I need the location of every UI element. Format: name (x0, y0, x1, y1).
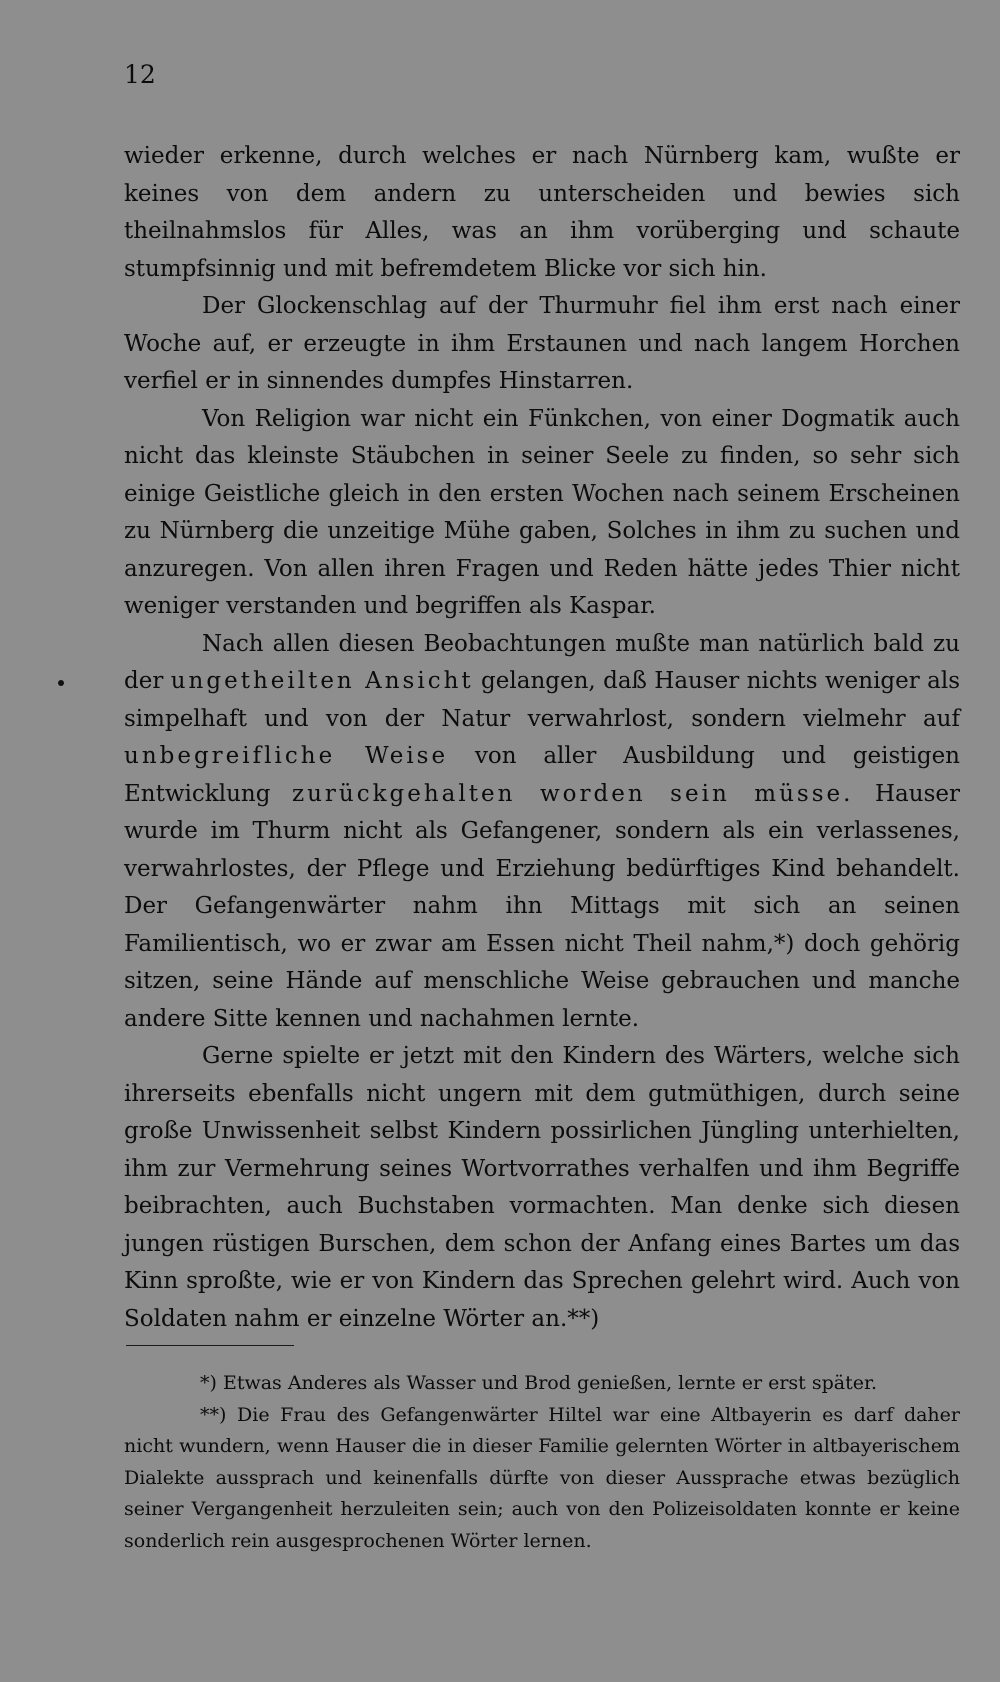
emphasis-ungetheilten-ansicht: ungetheilten Ansicht (170, 668, 474, 694)
paragraph-2: Der Glockenschlag auf der Thurmuhr fiel ihm erst nach einer Woche auf, er erzeugte in ihm Erstaunen und nach langem Horchen verfiel er in sinnendes dumpfes Hinstarren. (124, 293, 960, 394)
footnote-1: *) Etwas Anderes als Wasser und Brod genießen, lernte er erst später. (200, 1372, 877, 1394)
footnote-2: **) Die Frau des Gefangenwärter Hiltel war eine Altbayerin es darf daher nicht wundern, wenn Hauser die in dieser Familie gelernten Wörter in altbayerischem Dialekte aussprach und keinenfalls dürfte von dieser Aussprache etwas bezüglich seiner Vergangenheit herzuleiten sein; auch von den Polizeisoldaten konnte er keine sonderlich rein ausgesprochenen Wörter lernen. (124, 1403, 960, 1552)
footnotes (124, 1368, 960, 1557)
paragraph-5: Gerne spielte er jetzt mit den Kindern des Wärters, welche sich ihrerseits ebenfalls nicht ungern mit dem gutmüthigen, durch seine große Unwissenheit selbst Kindern possirlichen Jüngling unterhielten, ihm zur Vermehrung seines Wortvorrathes verhalfen und ihm Begriffe beibrachten, auch Buchstaben vormachten. Man denke sich diesen jungen rüstigen Burschen, dem schon der Anfang eines Bartes um das Kinn sproßte, wie er von Kindern das Sprechen gelehrt wird. Auch von Soldaten nahm er einzelne Wörter an.**) (124, 1043, 960, 1332)
emphasis-unbegreifliche-weise: unbegreifliche Weise (124, 743, 449, 769)
body-text (124, 138, 960, 1338)
paragraph-3: Von Religion war nicht ein Fünkchen, von einer Dogmatik auch nicht das kleinste Stäubchen in seiner Seele zu finden, so sehr sich einige Geistliche gleich in den ersten Wochen nach seinem Erscheinen zu Nürnberg die unzeitige Mühe gaben, Solches in ihm zu suchen und anzuregen. Von allen ihren Fragen und Reden hätte jedes Thier nicht weniger verstanden und begriffen als Kaspar. (124, 405, 960, 619)
footnote-separator (126, 1345, 294, 1346)
paragraph-4-part-a: Nach allen diesen Beobachtungen mußte man natürlich bald zu der (124, 630, 960, 694)
emphasis-zurueckgehalten: zurückgehalten worden sein müsse. (291, 780, 854, 807)
paragraph-4-part-g: Hauser wurde im Thurm nicht als Gefangener, sondern als ein verlassenes, verwahrlostes, der Pflege und Erziehung bedürftiges Kind behandelt. Der Gefangenwärter nahm ihn Mittags mit sich an seinen Familientisch, wo er zwar am Essen nicht Theil nahm,*) doch gehörig sitzen, seine Hände auf menschliche Weise gebrauchen und manche andere Sitte kennen und nachahmen lernte. (124, 780, 960, 1032)
paragraph-1: wieder erkenne, durch welches er nach Nürnberg kam, wußte er keines von dem andern zu unterscheiden und bewies sich theilnahmslos für Alles, was an ihm vorüberging und schaute stumpfsinnig und mit befremdetem Blicke vor sich hin. (124, 143, 960, 282)
paragraph-4-part-e: von aller Ausbildung und geistigen Entwicklung (124, 743, 960, 807)
paragraph-4 (124, 626, 960, 1039)
paragraph-4-part-c: gelangen, daß Hauser nichts weniger als simpelhaft und von der Natur verwahrlost, sondern vielmehr auf (124, 668, 961, 732)
page-number: 12 (124, 60, 156, 89)
ink-speck (58, 680, 64, 686)
